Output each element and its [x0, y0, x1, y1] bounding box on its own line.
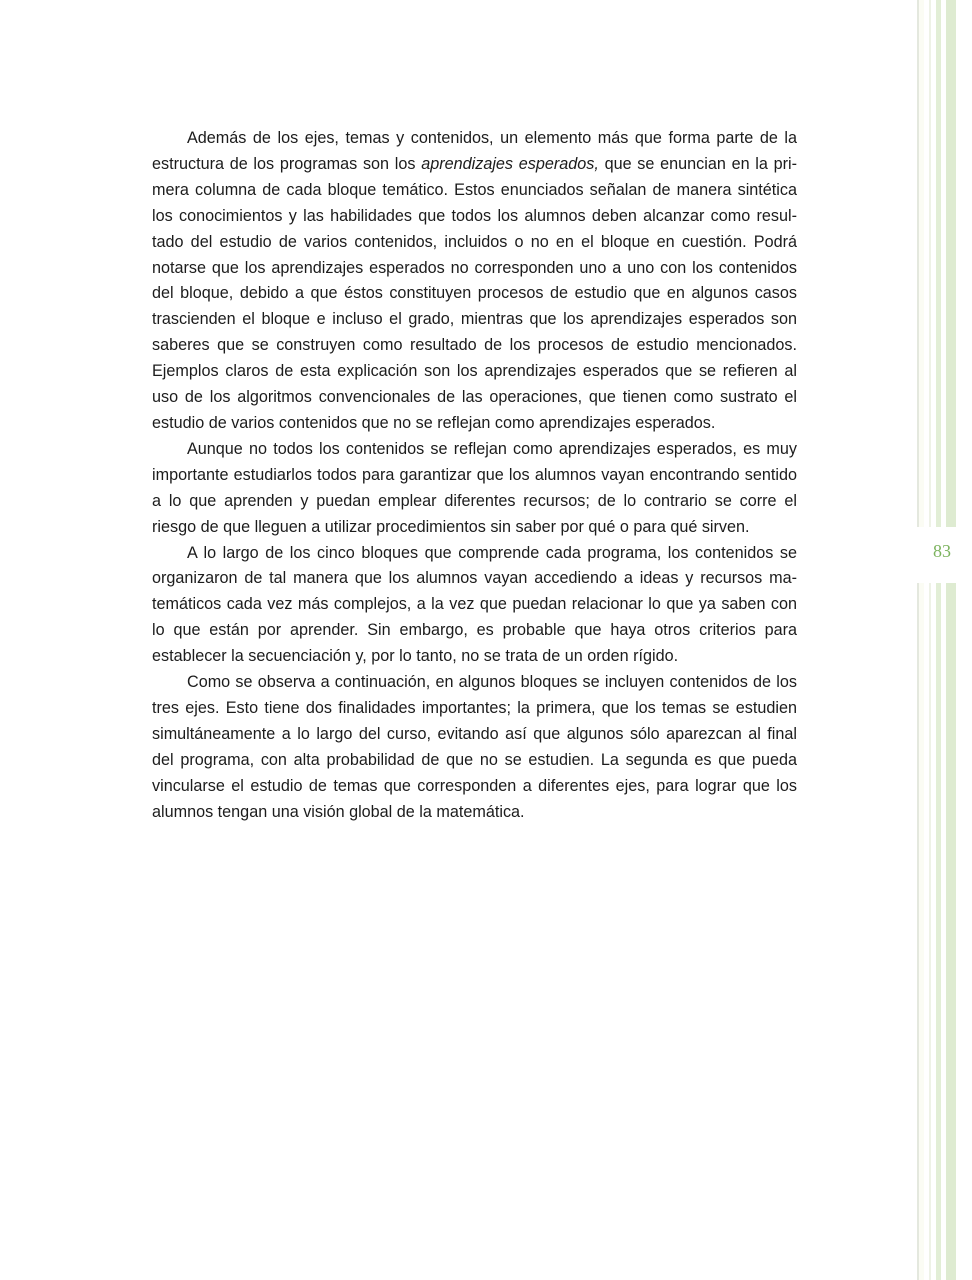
paragraph-1-text-b: que se enuncian en la primera columna de cada bloque temático. Estos enunciados señalan de manera sintética los conocimientos y las habilidades que todos los alumnos deben alcanzar como resultado del estudio de varios contenidos, incluidos o no en el bloque en cuestión. Podrá notarse que los aprendizajes esperados no corresponden uno a uno con los contenidos del bloque, debido a que éstos constituyen procesos de estudio que en algunos casos trascienden el bloque e incluso el grado, mientras que los aprendizajes esperados son saberes que se construyen como resultado de los procesos de estudio mencionados. Ejemplos claros de esta explicación son los aprendizajes esperados que se refieren al uso de los algoritmos convencionales de las operaciones, que tienen como sustrato el estudio de varios contenidos que no se reflejan como aprendizajes esperados.: [152, 154, 798, 432]
paragraph-3: A lo largo de los cinco bloques que comprende cada programa, los contenidos se organizaron de tal manera que los alumnos vayan accediendo a ideas y recursos matemáticos cada vez más complejos, a la vez que puedan relacionar lo que ya saben con lo que están por aprender. Sin embargo, es probable que haya otros criterios para establecer la secuenciación y, por lo tanto, no se trata de un orden rígido.: [152, 543, 797, 666]
stripe: [946, 583, 956, 1280]
paragraph-4: Como se observa a continuación, en algunos bloques se incluyen contenidos de los tres ejes. Esto tiene dos finalidades importantes; la primera, que los temas se estudien simultáneamente a lo largo del curso, evitando así que algunos sólo aparezcan al final del programa, con alta probabilidad de que no se estudien. La segunda es que pueda vincularse el estudio de temas que corresponden a diferentes ejes, para lograr que los alumnos tengan una visión global de la matemática.: [152, 673, 797, 821]
paragraph-2: Aunque no todos los contenidos se reflejan como aprendizajes esperados, es muy importante estudiarlos todos para garantizar que los alumnos vayan encontrando sentido a lo que aprenden y puedan emplear diferentes recursos; de lo contrario se corre el riesgo de que lleguen a utilizar procedimientos sin saber por qué o para qué sirven.: [152, 439, 797, 536]
stripe: [936, 0, 941, 527]
paragraph-1-text-a: Además de los ejes, temas y contenidos, un elemento más que forma parte de la estructura de los programas son los: [152, 129, 797, 173]
stripe: [919, 0, 924, 527]
stripe: [919, 583, 924, 1280]
stripe: [929, 0, 931, 527]
page-body: [152, 126, 797, 825]
paragraph-1-italic-term: aprendizajes esperados,: [421, 154, 599, 173]
paragraph-1: [152, 126, 797, 437]
stripe: [917, 0, 919, 527]
stripe: [946, 0, 956, 527]
stripe: [929, 583, 931, 1280]
stripe: [936, 583, 941, 1280]
page-number: 83: [933, 541, 951, 561]
stripe: [917, 583, 919, 1280]
